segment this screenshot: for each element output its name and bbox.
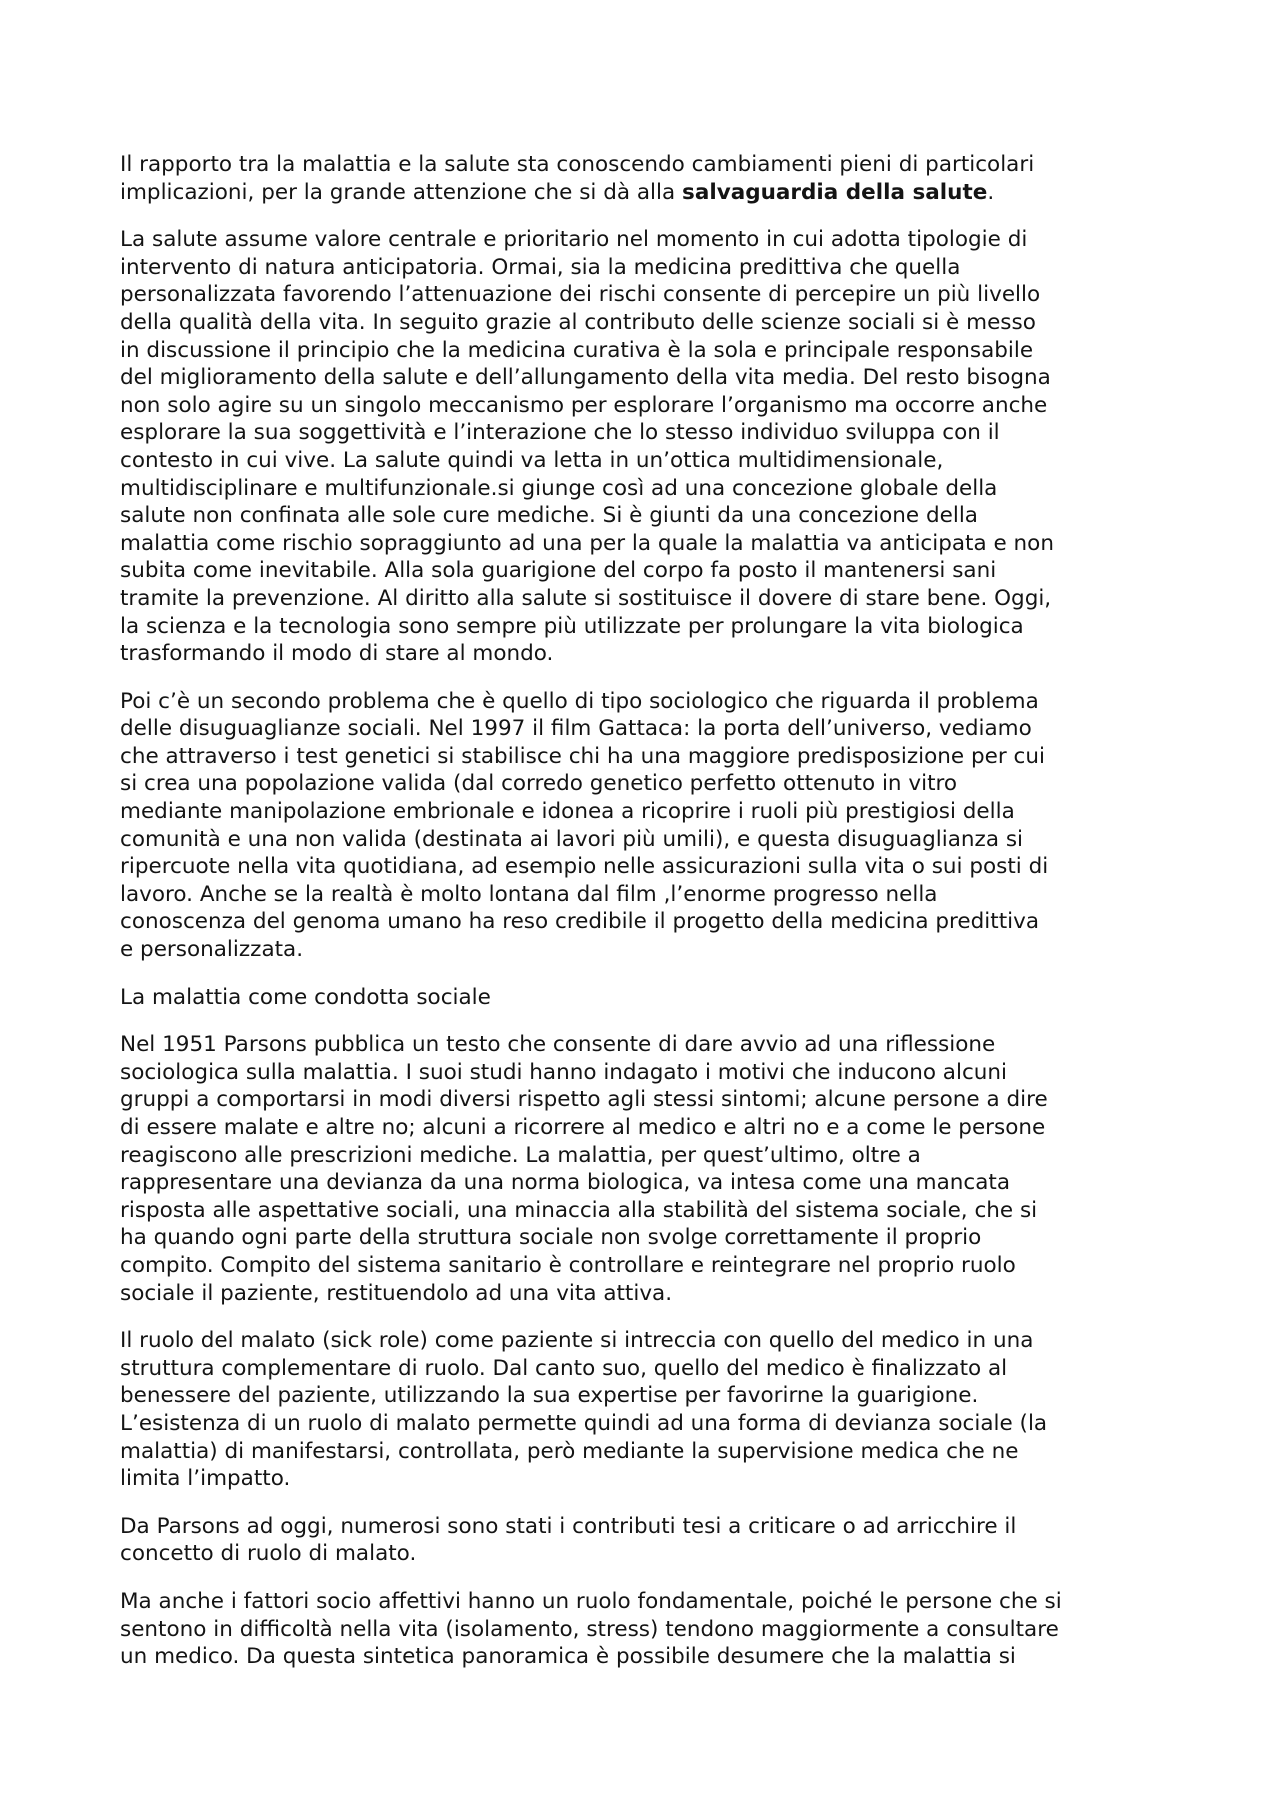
text-line: non solo agire su un singolo meccanismo per esplorare l’organismo ma occorre anche	[120, 392, 1048, 418]
text-line: Il ruolo del malato (sick role) come paziente si intreccia con quello del medico in una	[120, 1328, 1034, 1354]
text-line: trasformando il modo di stare al mondo.	[120, 641, 554, 667]
text-line: reagiscono alle prescrizioni mediche. La malattia, per quest’ultimo, oltre a	[120, 1142, 921, 1168]
text-line: subita come inevitabile. Alla sola guarigione del corpo fa posto il mantenersi sani	[120, 558, 997, 584]
text-line: si crea una popolazione valida (dal corredo genetico perfetto ottenuto in vitro	[120, 771, 958, 797]
text-line: della qualità della vita. In seguito grazie al contributo delle scienze sociali si è messo	[120, 309, 1036, 335]
text-line: Il rapporto tra la malattia e la salute sta conoscendo cambiamenti pieni di particolari	[120, 152, 1035, 177]
text-line: limita l’impatto.	[120, 1466, 291, 1492]
text-segment: .	[987, 179, 995, 205]
section-heading-social-conduct	[120, 984, 1180, 1012]
text-line: Da Parsons ad oggi, numerosi sono stati i contributi tesi a criticare o ad arricchire il	[120, 1513, 1017, 1539]
text-line: salute non confinata alle sole cure mediche. Si è giunti da una concezione della	[120, 503, 978, 529]
paragraph-sick-role	[120, 1327, 1180, 1493]
text-line: malattia) di manifestarsi, controllata, però mediante la supervisione medica che ne	[120, 1438, 1019, 1464]
text-line: esplorare la sua soggettività e l’interazione che lo stesso individuo sviluppa con il	[120, 420, 1000, 446]
text-line	[120, 179, 1180, 207]
paragraph-sociological-problem	[120, 688, 1180, 964]
text-line: Nel 1951 Parsons pubblica un testo che consente di dare avvio ad una riflessione	[120, 1032, 996, 1058]
text-line: concetto di ruolo di malato.	[120, 1541, 417, 1567]
text-line: struttura complementare di ruolo. Dal canto suo, quello del medico è finalizzato al	[120, 1355, 1008, 1381]
text-line: e personalizzata.	[120, 937, 304, 963]
text-line: in discussione il principio che la medicina curativa è la sola e principale responsabile	[120, 337, 1034, 363]
text-line: che attraverso i test genetici si stabilisce chi ha una maggiore predisposizione per cui	[120, 743, 1045, 769]
text-line: benessere del paziente, utilizzando la sua expertise per favorirne la guarigione.	[120, 1383, 979, 1409]
text-line: lavoro. Anche se la realtà è molto lontana dal film ,l’enorme progresso nella	[120, 881, 938, 907]
paragraph-socio-affective	[120, 1588, 1180, 1671]
text-line: tramite la prevenzione. Al diritto alla salute si sostituisce il dovere di stare bene. Oggi,	[120, 585, 1052, 611]
text-line: sociologica sulla malattia. I suoi studi hanno indagato i motivi che inducono alcuni	[120, 1059, 1008, 1085]
text-line: delle disuguaglianze sociali. Nel 1997 il film Gattaca: la porta dell’universo, vediamo	[120, 716, 1032, 742]
text-line: gruppi a comportarsi in modi diversi rispetto agli stessi sintomi; alcune persone a dire	[120, 1087, 1048, 1113]
paragraph-contributions	[120, 1513, 1180, 1568]
text-line: risposta alle aspettative sociali, una minaccia alla stabilità del sistema sociale, che si	[120, 1197, 1038, 1223]
document-body	[120, 151, 1180, 1691]
text-line: sentono in difficoltà nella vita (isolamento, stress) tendono maggiormente a consultare	[120, 1616, 1059, 1642]
text-line: La salute assume valore centrale e prioritario nel momento in cui adotta tipologie di	[120, 227, 1028, 253]
text-line: ripercuote nella vita quotidiana, ad esempio nelle assicurazioni sulla vita o sui posti di	[120, 854, 1049, 880]
text-line: intervento di natura anticipatoria. Ormai, sia la medicina predittiva che quella	[120, 254, 961, 280]
text-segment: implicazioni, per la grande attenzione che si dà alla	[120, 179, 683, 205]
text-line: mediante manipolazione embrionale e idonea a ricoprire i ruoli più prestigiosi della	[120, 799, 1015, 825]
text-line: malattia come rischio sopraggiunto ad una per la quale la malattia va anticipata e non	[120, 530, 1054, 556]
text-line: conoscenza del genoma umano ha reso credibile il progetto della medicina predittiva	[120, 909, 1040, 935]
text-line: contesto in cui vive. La salute quindi va letta in un’ottica multidimensionale,	[120, 447, 944, 473]
text-line: la scienza e la tecnologia sono sempre più utilizzate per prolungare la vita biologica	[120, 613, 1024, 639]
text-line: comunità e una non valida (destinata ai lavori più umili), e questa disuguaglianza si	[120, 826, 1024, 852]
text-line: di essere malate e altre no; alcuni a ricorrere al medico e altri no e a come le persone	[120, 1115, 1046, 1140]
bold-emphasis: salvaguardia della salute	[682, 179, 988, 205]
paragraph-health-value	[120, 226, 1180, 668]
text-line: compito. Compito del sistema sanitario è controllare e reintegrare nel proprio ruolo	[120, 1252, 1016, 1278]
text-line: personalizzata favorendo l’attenuazione dei rischi consente di percepire un più livello	[120, 282, 1041, 308]
paragraph-intro	[120, 151, 1180, 206]
text-line: ha quando ogni parte della struttura sociale non svolge correttamente il proprio	[120, 1225, 982, 1251]
text-line: Ma anche i fattori socio affettivi hanno un ruolo fondamentale, poiché le persone che si	[120, 1588, 1062, 1614]
text-line: sociale il paziente, restituendolo ad una vita attiva.	[120, 1280, 673, 1306]
text-line: Poi c’è un secondo problema che è quello di tipo sociologico che riguarda il problema	[120, 688, 1039, 714]
text-line: L’esistenza di un ruolo di malato permette quindi ad una forma di devianza sociale (la	[120, 1410, 1048, 1436]
text-line: un medico. Da questa sintetica panoramica è possibile desumere che la malattia si	[120, 1644, 1016, 1670]
text-line: multidisciplinare e multifunzionale.si giunge così ad una concezione globale della	[120, 475, 998, 501]
paragraph-parsons	[120, 1031, 1180, 1307]
text-line: La malattia come condotta sociale	[120, 984, 491, 1010]
text-line: del miglioramento della salute e dell’allungamento della vita media. Del resto bisogna	[120, 365, 1051, 391]
text-line: rappresentare una devianza da una norma biologica, va intesa come una mancata	[120, 1170, 1011, 1196]
